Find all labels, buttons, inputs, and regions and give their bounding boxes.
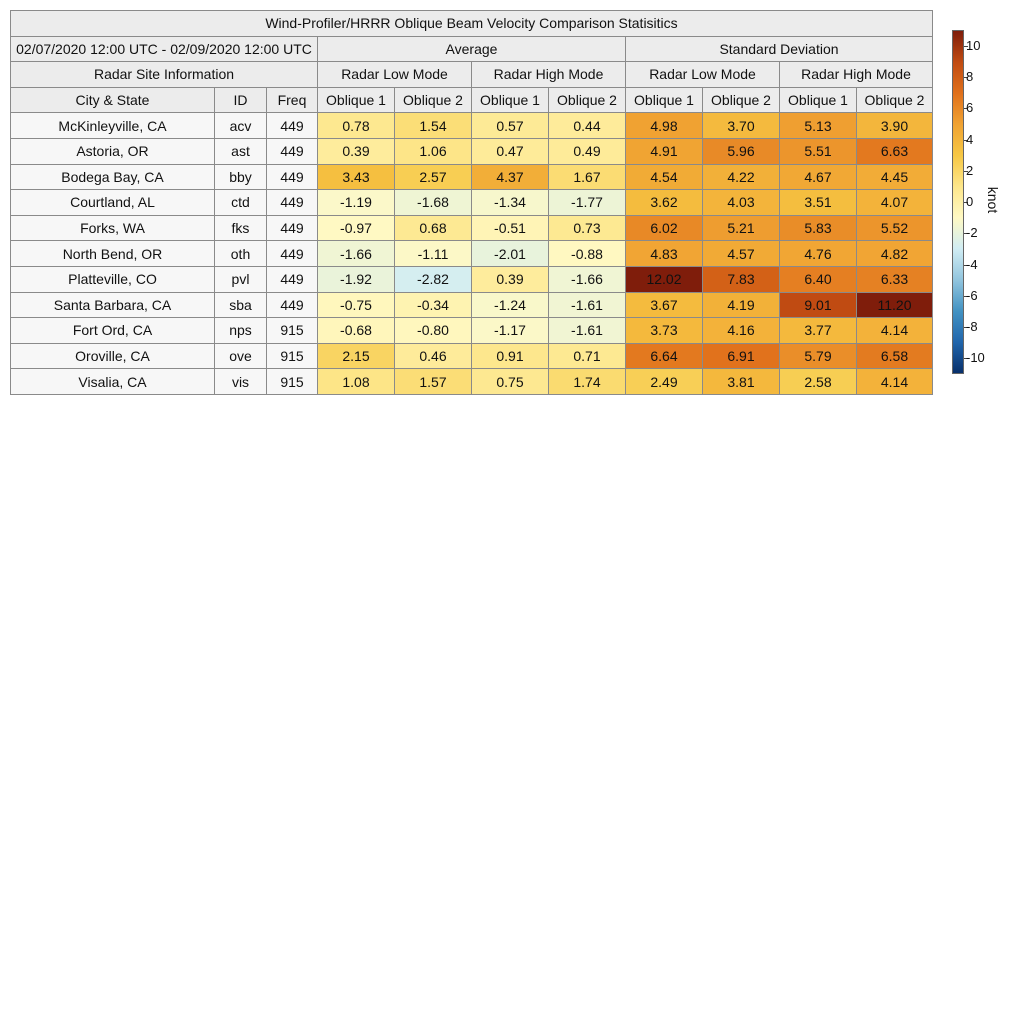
value-cell: 3.90 [857, 113, 933, 139]
value-cell: -1.61 [549, 292, 626, 318]
colorbar-tick-label: 8 [966, 68, 974, 84]
value-cell: 6.40 [780, 266, 857, 292]
value-cell: 4.54 [626, 164, 703, 190]
value-cell: -1.24 [472, 292, 549, 318]
table-row [11, 369, 933, 395]
site-city: Fort Ord, CA [11, 318, 215, 344]
mode-header: Radar Low Mode [318, 62, 472, 88]
value-cell: -1.66 [549, 266, 626, 292]
value-cell: -0.97 [318, 215, 395, 241]
site-id: oth [215, 241, 267, 267]
value-cell: -2.82 [395, 266, 472, 292]
statistics-table [10, 10, 933, 395]
value-cell: 0.75 [472, 369, 549, 395]
site-freq: 449 [267, 292, 318, 318]
column-header: Oblique 1 [472, 87, 549, 113]
site-info-header: Radar Site Information [11, 62, 318, 88]
value-cell: 11.20 [857, 292, 933, 318]
mode-row [11, 62, 933, 88]
value-cell: 4.16 [703, 318, 780, 344]
site-city: Visalia, CA [11, 369, 215, 395]
site-city: Courtland, AL [11, 190, 215, 216]
column-header: Oblique 2 [703, 87, 780, 113]
column-header: Oblique 1 [780, 87, 857, 113]
title-row [11, 11, 933, 37]
value-cell: 4.03 [703, 190, 780, 216]
group-header-average: Average [318, 36, 626, 62]
site-freq: 449 [267, 215, 318, 241]
table-row [11, 343, 933, 369]
value-cell: 0.68 [395, 215, 472, 241]
value-cell: -1.11 [395, 241, 472, 267]
table-row [11, 266, 933, 292]
value-cell: 4.37 [472, 164, 549, 190]
value-cell: 1.74 [549, 369, 626, 395]
table-body [11, 11, 933, 395]
value-cell: 0.39 [318, 138, 395, 164]
value-cell: 3.67 [626, 292, 703, 318]
value-cell: 4.45 [857, 164, 933, 190]
site-freq: 915 [267, 369, 318, 395]
site-id: pvl [215, 266, 267, 292]
value-cell: 3.51 [780, 190, 857, 216]
column-header: Oblique 1 [318, 87, 395, 113]
value-cell: 5.51 [780, 138, 857, 164]
colorbar-unit-label: knot [985, 186, 1001, 214]
value-cell: 5.96 [703, 138, 780, 164]
value-cell: -1.92 [318, 266, 395, 292]
colorbar-tick-label: -4 [966, 256, 978, 272]
colorbar-tick-label: 6 [966, 100, 974, 116]
value-cell: 3.62 [626, 190, 703, 216]
value-cell: 4.83 [626, 241, 703, 267]
value-cell: 12.02 [626, 266, 703, 292]
site-freq: 449 [267, 164, 318, 190]
value-cell: 3.43 [318, 164, 395, 190]
colorbar-tick-label: -10 [966, 350, 985, 366]
site-id: ctd [215, 190, 267, 216]
value-cell: 4.82 [857, 241, 933, 267]
value-cell: -0.68 [318, 318, 395, 344]
site-city: Bodega Bay, CA [11, 164, 215, 190]
value-cell: 4.07 [857, 190, 933, 216]
value-cell: 5.52 [857, 215, 933, 241]
colorbar-tick-label: -8 [966, 319, 978, 335]
value-cell: -1.34 [472, 190, 549, 216]
value-cell: 0.71 [549, 343, 626, 369]
site-freq: 449 [267, 113, 318, 139]
value-cell: 0.78 [318, 113, 395, 139]
colorbar-tick-label: 0 [966, 194, 974, 209]
site-id: ast [215, 138, 267, 164]
group-header-standard-deviation: Standard Deviation [626, 36, 933, 62]
value-cell: -1.68 [395, 190, 472, 216]
site-id: acv [215, 113, 267, 139]
value-cell: 2.15 [318, 343, 395, 369]
table-row [11, 113, 933, 139]
site-id: nps [215, 318, 267, 344]
value-cell: 4.67 [780, 164, 857, 190]
mode-header: Radar High Mode [472, 62, 626, 88]
site-city: Santa Barbara, CA [11, 292, 215, 318]
value-cell: 0.73 [549, 215, 626, 241]
time-period: 02/07/2020 12:00 UTC - 02/09/2020 12:00 UTC [11, 36, 318, 62]
period-row [11, 36, 933, 62]
value-cell: 6.63 [857, 138, 933, 164]
value-cell: 6.91 [703, 343, 780, 369]
value-cell: 2.49 [626, 369, 703, 395]
value-cell: 0.57 [472, 113, 549, 139]
value-cell: 5.83 [780, 215, 857, 241]
value-cell: -0.88 [549, 241, 626, 267]
site-city: McKinleyville, CA [11, 113, 215, 139]
value-cell: 1.57 [395, 369, 472, 395]
colorbar-tick-label: 2 [966, 162, 974, 178]
site-city: Platteville, CO [11, 266, 215, 292]
site-city: Forks, WA [11, 215, 215, 241]
value-cell: 1.67 [549, 164, 626, 190]
value-cell: 4.14 [857, 318, 933, 344]
table-row [11, 292, 933, 318]
colorbar [952, 30, 964, 374]
value-cell: 6.58 [857, 343, 933, 369]
site-freq: 915 [267, 343, 318, 369]
site-freq: 449 [267, 241, 318, 267]
value-cell: -0.51 [472, 215, 549, 241]
site-city: Oroville, CA [11, 343, 215, 369]
colorbar-tick-label: -2 [966, 225, 978, 241]
site-freq: 449 [267, 266, 318, 292]
site-id: fks [215, 215, 267, 241]
value-cell: -0.80 [395, 318, 472, 344]
site-city: Astoria, OR [11, 138, 215, 164]
column-header: Oblique 2 [395, 87, 472, 113]
site-freq: 449 [267, 138, 318, 164]
value-cell: 5.13 [780, 113, 857, 139]
value-cell: -1.17 [472, 318, 549, 344]
site-id: ove [215, 343, 267, 369]
table-row [11, 318, 933, 344]
value-cell: 4.91 [626, 138, 703, 164]
value-cell: 0.46 [395, 343, 472, 369]
value-cell: 0.44 [549, 113, 626, 139]
value-cell: 6.64 [626, 343, 703, 369]
value-cell: 2.57 [395, 164, 472, 190]
column-header-row [11, 87, 933, 113]
table-row [11, 241, 933, 267]
value-cell: 1.54 [395, 113, 472, 139]
value-cell: 4.98 [626, 113, 703, 139]
site-freq: 449 [267, 190, 318, 216]
value-cell: 0.47 [472, 138, 549, 164]
value-cell: -0.34 [395, 292, 472, 318]
site-city: North Bend, OR [11, 241, 215, 267]
column-header: Oblique 1 [626, 87, 703, 113]
column-header: Oblique 2 [857, 87, 933, 113]
table-row [11, 164, 933, 190]
value-cell: -2.01 [472, 241, 549, 267]
value-cell: 4.57 [703, 241, 780, 267]
colorbar-tick-label: 10 [966, 37, 981, 53]
site-id: sba [215, 292, 267, 318]
value-cell: 3.77 [780, 318, 857, 344]
column-header: City & State [11, 87, 215, 113]
table-row [11, 190, 933, 216]
value-cell: 3.73 [626, 318, 703, 344]
value-cell: 5.21 [703, 215, 780, 241]
value-cell: 6.02 [626, 215, 703, 241]
value-cell: 7.83 [703, 266, 780, 292]
column-header: Freq [267, 87, 318, 113]
value-cell: 0.39 [472, 266, 549, 292]
site-id: vis [215, 369, 267, 395]
value-cell: 4.14 [857, 369, 933, 395]
value-cell: -1.19 [318, 190, 395, 216]
value-cell: 4.76 [780, 241, 857, 267]
table-row [11, 215, 933, 241]
value-cell: 9.01 [780, 292, 857, 318]
site-id: bby [215, 164, 267, 190]
colorbar-tick-label: -6 [966, 287, 978, 303]
value-cell: -0.75 [318, 292, 395, 318]
value-cell: -1.61 [549, 318, 626, 344]
value-cell: 0.91 [472, 343, 549, 369]
colorbar-tick-label: 4 [966, 131, 974, 147]
value-cell: 2.58 [780, 369, 857, 395]
column-header: ID [215, 87, 267, 113]
value-cell: 4.22 [703, 164, 780, 190]
site-freq: 915 [267, 318, 318, 344]
value-cell: 0.49 [549, 138, 626, 164]
column-header: Oblique 2 [549, 87, 626, 113]
value-cell: 3.70 [703, 113, 780, 139]
value-cell: -1.77 [549, 190, 626, 216]
value-cell: -1.66 [318, 241, 395, 267]
value-cell: 5.79 [780, 343, 857, 369]
value-cell: 1.08 [318, 369, 395, 395]
mode-header: Radar High Mode [780, 62, 933, 88]
mode-header: Radar Low Mode [626, 62, 780, 88]
table-row [11, 138, 933, 164]
value-cell: 4.19 [703, 292, 780, 318]
value-cell: 3.81 [703, 369, 780, 395]
value-cell: 6.33 [857, 266, 933, 292]
table-title: Wind-Profiler/HRRR Oblique Beam Velocity Comparison Statisitics [11, 11, 933, 37]
value-cell: 1.06 [395, 138, 472, 164]
